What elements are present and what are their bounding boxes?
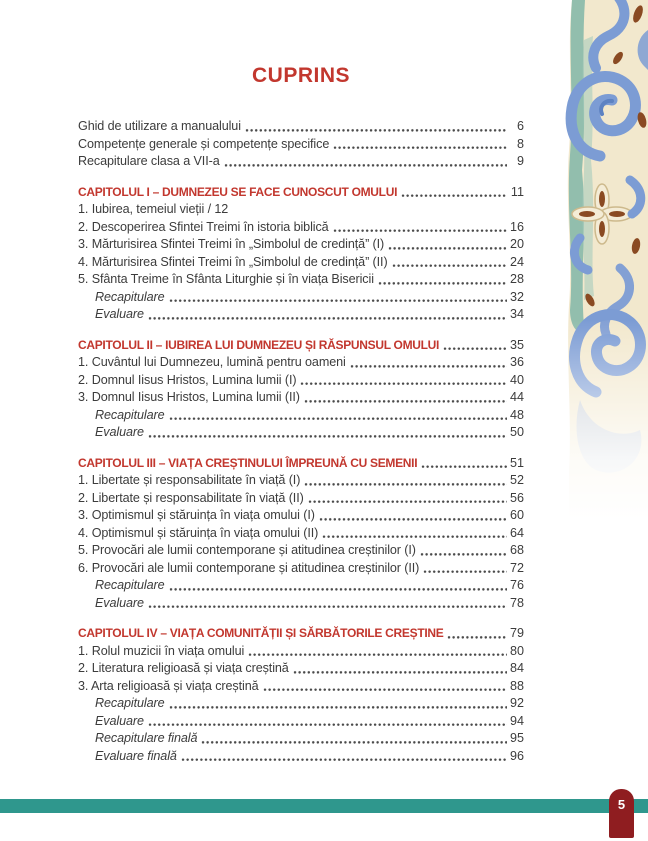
toc-entry-label: 2. Literatura religioasă și viața creștină xyxy=(78,661,289,675)
toc-entry-page: 78 xyxy=(509,595,524,610)
footer-bar xyxy=(0,799,648,813)
dot-leader xyxy=(169,407,507,425)
toc-entry xyxy=(78,271,524,289)
toc-entry-label: CAPITOLUL IV – VIAȚA COMUNITĂȚII ȘI SĂRBĂTORILE CREȘTINE xyxy=(78,626,444,640)
decorative-tile-border-image xyxy=(560,0,648,520)
dot-leader xyxy=(224,153,507,171)
toc-entry xyxy=(78,306,524,324)
dot-leader xyxy=(308,490,507,508)
toc-entry xyxy=(78,713,524,731)
toc-entry-page: 76 xyxy=(509,578,524,592)
toc-entry-page: 72 xyxy=(509,560,524,575)
toc-entry xyxy=(78,118,524,136)
toc-entry-label: 2. Libertate și responsabilitate în viață (II) xyxy=(78,490,304,505)
toc-chapter xyxy=(78,337,524,442)
toc-entry xyxy=(78,695,524,713)
toc-chapter xyxy=(78,455,524,613)
toc-entry-label: 5. Provocări ale lumii contemporane și atitudinea creștinilor (I) xyxy=(78,543,416,557)
dot-leader xyxy=(401,184,507,202)
toc-entry-label: Recapitulare xyxy=(95,407,165,422)
toc-entry-page: 94 xyxy=(509,713,524,728)
table-of-contents xyxy=(78,118,524,765)
toc-content xyxy=(78,64,524,765)
toc-entry-page: 88 xyxy=(509,678,524,693)
dot-leader xyxy=(248,643,507,661)
toc-entry-page: 40 xyxy=(509,372,524,387)
dot-leader xyxy=(333,136,507,154)
toc-entry-label: 2. Descoperirea Sfintei Treimi în istoria biblică xyxy=(78,219,329,234)
toc-entry-page: 79 xyxy=(509,626,524,640)
dot-leader xyxy=(293,660,507,678)
dot-leader xyxy=(245,118,507,136)
toc-entry xyxy=(78,424,524,442)
dot-leader xyxy=(319,507,507,525)
toc-entry-label: Ghid de utilizare a manualului xyxy=(78,119,241,133)
toc-entry xyxy=(78,472,524,490)
toc-entry-label: 1. Iubirea, temeiul vieții / 12 xyxy=(78,202,229,216)
toc-entry-page: 60 xyxy=(509,508,524,522)
toc-entry-page: 84 xyxy=(509,661,524,675)
dot-leader xyxy=(148,306,507,324)
toc-entry-page: 34 xyxy=(509,307,524,321)
toc-entry-label: 1. Rolul muzicii în viața omului xyxy=(78,643,245,658)
toc-entry-label: Competențe generale și competențe specifice xyxy=(78,136,330,151)
toc-entry-page: 80 xyxy=(509,643,524,658)
toc-entry-label: 3. Mărturisirea Sfintei Treimi în „Simbolul de credință” (I) xyxy=(78,237,385,251)
toc-entry xyxy=(78,490,524,508)
toc-entry-label: 1. Libertate și responsabilitate în viață (I) xyxy=(78,473,301,487)
toc-entry-page: 11 xyxy=(510,184,524,199)
toc-entry-page: 24 xyxy=(509,254,524,269)
dot-leader xyxy=(421,455,507,473)
dot-leader xyxy=(263,678,507,696)
toc-entry-label: Evaluare xyxy=(95,713,144,728)
toc-entry xyxy=(78,219,524,237)
toc-entry-page: 9 xyxy=(516,154,524,168)
toc-entry xyxy=(78,254,524,272)
toc-entry xyxy=(78,595,524,613)
toc-entry-label: 1. Cuvântul lui Dumnezeu, lumină pentru oameni xyxy=(78,355,346,369)
toc-entry-page: 96 xyxy=(509,748,524,763)
toc-entry xyxy=(78,372,524,390)
dot-leader xyxy=(300,372,507,390)
toc-entry xyxy=(78,625,524,643)
toc-entry-label: CAPITOLUL II – IUBIREA LUI DUMNEZEU ȘI RĂSPUNSUL OMULUI xyxy=(78,337,440,352)
toc-entry xyxy=(78,577,524,595)
toc-entry-page: 48 xyxy=(509,407,524,422)
toc-entry-page: 52 xyxy=(509,473,524,487)
toc-entry-page: 32 xyxy=(509,289,524,304)
toc-entry-page: 92 xyxy=(509,696,524,710)
toc-entry xyxy=(78,525,524,543)
toc-chapter xyxy=(78,625,524,765)
toc-entry xyxy=(78,507,524,525)
dot-leader xyxy=(148,424,507,442)
dot-leader xyxy=(447,625,507,643)
dot-leader xyxy=(378,271,507,289)
toc-entry xyxy=(78,389,524,407)
dot-leader xyxy=(201,730,507,748)
toc-entry-page: 35 xyxy=(509,337,524,352)
dot-leader xyxy=(304,389,507,407)
toc-entry-label: 5. Sfânta Treime în Sfânta Liturghie și în viața Bisericii xyxy=(78,272,374,286)
toc-entry-page: 8 xyxy=(516,136,524,151)
toc-entry xyxy=(78,337,524,355)
toc-entry-label: Recapitulare xyxy=(95,289,165,304)
dot-leader xyxy=(392,254,507,272)
toc-entry-label: 3. Arta religioasă și viața creștină xyxy=(78,678,259,693)
toc-entry-label: Recapitulare clasa a VII-a xyxy=(78,154,220,168)
page-number-badge xyxy=(609,789,634,838)
dot-leader xyxy=(322,525,507,543)
toc-entry xyxy=(78,354,524,372)
dot-leader xyxy=(304,472,507,490)
toc-entry-label: CAPITOLUL I – DUMNEZEU SE FACE CUNOSCUT OMULUI xyxy=(78,184,398,199)
toc-entry-label: Recapitulare finală xyxy=(95,731,198,745)
toc-entry xyxy=(78,643,524,661)
toc-entry-label: CAPITOLUL III – VIAȚA CREȘTINULUI ÎMPREUNĂ CU SEMENII xyxy=(78,455,418,470)
toc-entry-page: 16 xyxy=(509,219,524,234)
dot-leader xyxy=(148,595,507,613)
toc-entry xyxy=(78,153,524,171)
toc-entry xyxy=(78,136,524,154)
toc-entry-label: 4. Optimismul și stăruința în viața omului (II) xyxy=(78,525,319,540)
toc-entry xyxy=(78,184,524,202)
dot-leader xyxy=(443,337,507,355)
toc-entry-page: 51 xyxy=(509,455,524,470)
dot-leader xyxy=(181,748,507,766)
toc-entry-page: 64 xyxy=(509,525,524,540)
toc-entry xyxy=(78,289,524,307)
toc-entry xyxy=(78,201,524,219)
toc-entry-label: Evaluare xyxy=(95,425,144,439)
toc-entry xyxy=(78,730,524,748)
toc-entry-page: 95 xyxy=(509,731,524,745)
dot-leader xyxy=(169,577,507,595)
toc-entry xyxy=(78,748,524,766)
toc-entry-page: 56 xyxy=(509,490,524,505)
toc-entry-page: 44 xyxy=(509,390,524,404)
toc-entry-label: 3. Optimismul și stăruința în viața omului (I) xyxy=(78,508,315,522)
toc-entry-page: 50 xyxy=(509,425,524,439)
toc-entry-page: 68 xyxy=(509,543,524,557)
toc-entry-label: Evaluare finală xyxy=(95,748,177,763)
toc-entry xyxy=(78,407,524,425)
page-title: CUPRINS xyxy=(251,64,350,87)
dot-leader xyxy=(169,695,507,713)
toc-entry-label: Evaluare xyxy=(95,595,144,610)
dot-leader xyxy=(420,542,507,560)
toc-entry-page: 36 xyxy=(509,355,524,369)
toc-entry xyxy=(78,660,524,678)
toc-entry xyxy=(78,678,524,696)
dot-leader xyxy=(333,219,507,237)
dot-leader xyxy=(350,354,507,372)
dot-leader xyxy=(169,289,507,307)
toc-entry-page: 20 xyxy=(509,237,524,251)
toc-entry-label: 3. Domnul Iisus Hristos, Lumina lumii (II) xyxy=(78,390,300,404)
toc-entry-label: Recapitulare xyxy=(95,578,165,592)
toc-entry-page: 6 xyxy=(516,119,524,133)
toc-entry xyxy=(78,560,524,578)
page-number: 5 xyxy=(617,797,626,812)
dot-leader xyxy=(148,713,507,731)
toc-entry-label: 6. Provocări ale lumii contemporane și atitudinea creștinilor (II) xyxy=(78,560,420,575)
toc-entry xyxy=(78,542,524,560)
toc-entry-label: 2. Domnul Iisus Hristos, Lumina lumii (I) xyxy=(78,372,297,387)
dot-leader xyxy=(388,236,507,254)
toc-chapter xyxy=(78,184,524,324)
toc-entry-page: 28 xyxy=(509,272,524,286)
toc-entry-label: Recapitulare xyxy=(95,696,165,710)
toc-entry xyxy=(78,455,524,473)
dot-leader xyxy=(423,560,507,578)
toc-entry xyxy=(78,236,524,254)
toc-entry-label: Evaluare xyxy=(95,307,144,321)
toc-entry-label: 4. Mărturisirea Sfintei Treimi în „Simbolul de credință” (II) xyxy=(78,254,388,269)
